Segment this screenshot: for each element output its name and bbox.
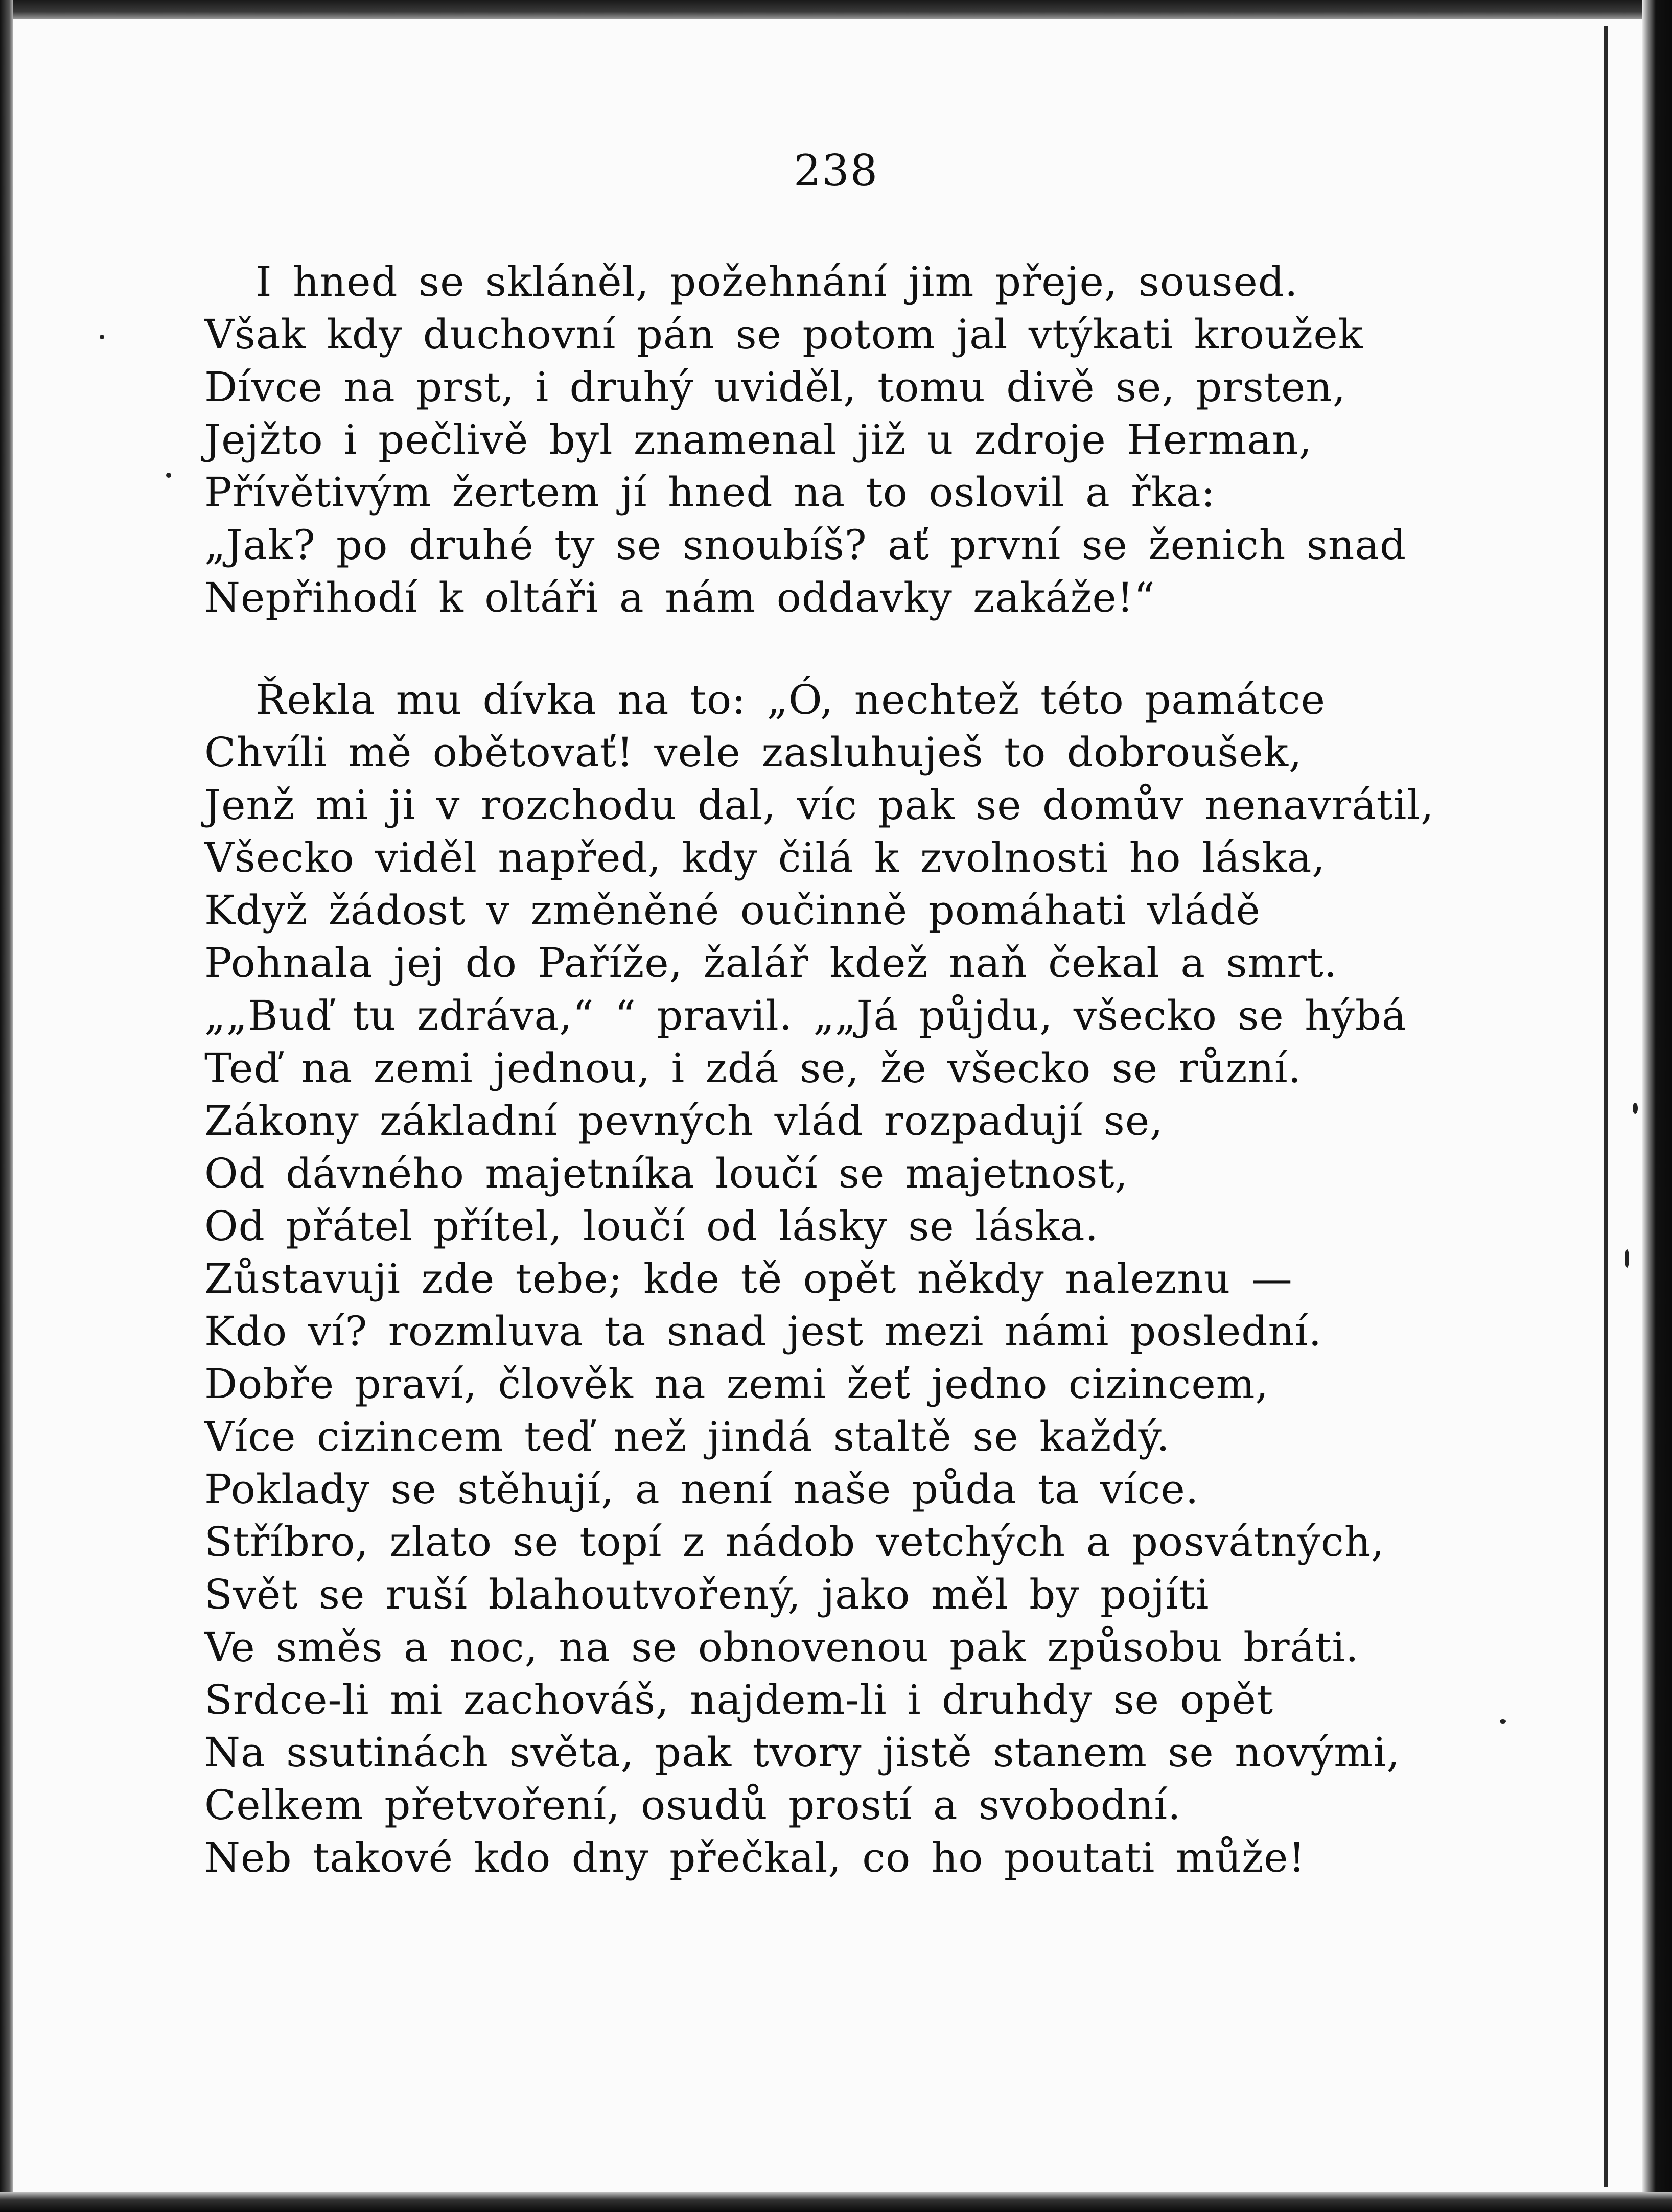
verse-line: Zůstavuji zde tebe; kde tě opět někdy naleznu — — [204, 1255, 1293, 1302]
verse-line: Srdce-li mi zachováš, najdem-li i druhdy se opět — [204, 1676, 1274, 1724]
stanza-2 — [204, 673, 1434, 1884]
scan-border-bottom — [0, 2192, 1672, 2212]
verse-line: Teď na zemi jednou, i zdá se, že všecko se různí. — [204, 1044, 1302, 1092]
verse-line: I hned se skláněl, požehnání jim přeje, soused. — [256, 258, 1298, 306]
stanza-1 — [204, 255, 1406, 624]
verse-line: Dívce na prst, i druhý uviděl, tomu divě se, prsten, — [204, 363, 1346, 411]
verse-line: Na ssutinách světa, pak tvory jistě stanem se novými, — [204, 1729, 1401, 1776]
verse-line: „Jak? po druhé ty se snoubíš? ať první se ženich snad — [204, 521, 1407, 569]
scan-border-left — [0, 0, 13, 2212]
verse-line: Když žádost v změněné oučinně pomáhati vládě — [204, 887, 1261, 934]
scan-speck — [100, 335, 104, 339]
verse-line: Neb takové kdo dny přečkal, co ho poutati může! — [204, 1834, 1306, 1881]
verse-line: Od přátel přítel, loučí od lásky se láska. — [204, 1202, 1099, 1250]
verse-line: Jejžto i pečlivě byl znamenal již u zdroje Herman, — [204, 416, 1312, 463]
verse-line: Nepřihodí k oltáři a nám oddavky zakáže!“ — [204, 574, 1155, 621]
verse-line: „„Buď tu zdráva,“ “ pravil. „„Já půjdu, všecko se hýbá — [204, 992, 1407, 1039]
scan-border-right — [1642, 0, 1672, 2212]
verse-line: Všecko viděl napřed, kdy čilá k zvolnosti ho láska, — [204, 834, 1326, 881]
scan-speck — [1633, 1103, 1638, 1114]
verse-line: Přívětivým žertem jí hned na to oslovil a řka: — [204, 469, 1216, 516]
scan-speck — [166, 473, 171, 478]
verse-line: Svět se ruší blahoutvořený, jako měl by pojíti — [204, 1571, 1210, 1618]
verse-line: Stříbro, zlato se topí z nádob vetchých a posvátných, — [204, 1518, 1385, 1566]
page-edge-line — [1604, 26, 1608, 2187]
verse-line: Kdo ví? rozmluva ta snad jest mezi námi poslední. — [204, 1308, 1322, 1355]
verse-line: Více cizincem teď než jindá staltě se každý. — [204, 1413, 1170, 1460]
page-number: 238 — [793, 146, 879, 196]
verse-line: Celkem přetvoření, osudů prostí a svobodní. — [204, 1781, 1181, 1829]
scan-speck — [1500, 1719, 1506, 1724]
verse-line: Řekla mu dívka na to: „Ó, nechtež této památce — [256, 676, 1326, 724]
verse-line: Dobře praví, člověk na zemi žeť jedno cizincem, — [204, 1360, 1269, 1408]
verse-line: Ve směs a noc, na se obnovenou pak způsobu bráti. — [204, 1623, 1359, 1671]
verse-line: Pohnala jej do Paříže, žalář kdež naň čekal a smrt. — [204, 939, 1338, 987]
verse-line: Od dávného majetníka loučí se majetnost, — [204, 1150, 1128, 1197]
verse-line: Poklady se stěhují, a není naše půda ta více. — [204, 1465, 1199, 1513]
scan-speck — [1625, 1249, 1629, 1268]
verse-line: Chvíli mě obětovať! vele zasluhuješ to dobroušek, — [204, 729, 1303, 776]
verse-line: Jenž mi ji v rozchodu dal, víc pak se domův nenavrátil, — [204, 781, 1434, 829]
scan-border-top — [0, 0, 1672, 19]
verse-line: Však kdy duchovní pán se potom jal vtýkati kroužek — [204, 311, 1364, 358]
verse-line: Zákony základní pevných vlád rozpadují se, — [204, 1097, 1164, 1145]
